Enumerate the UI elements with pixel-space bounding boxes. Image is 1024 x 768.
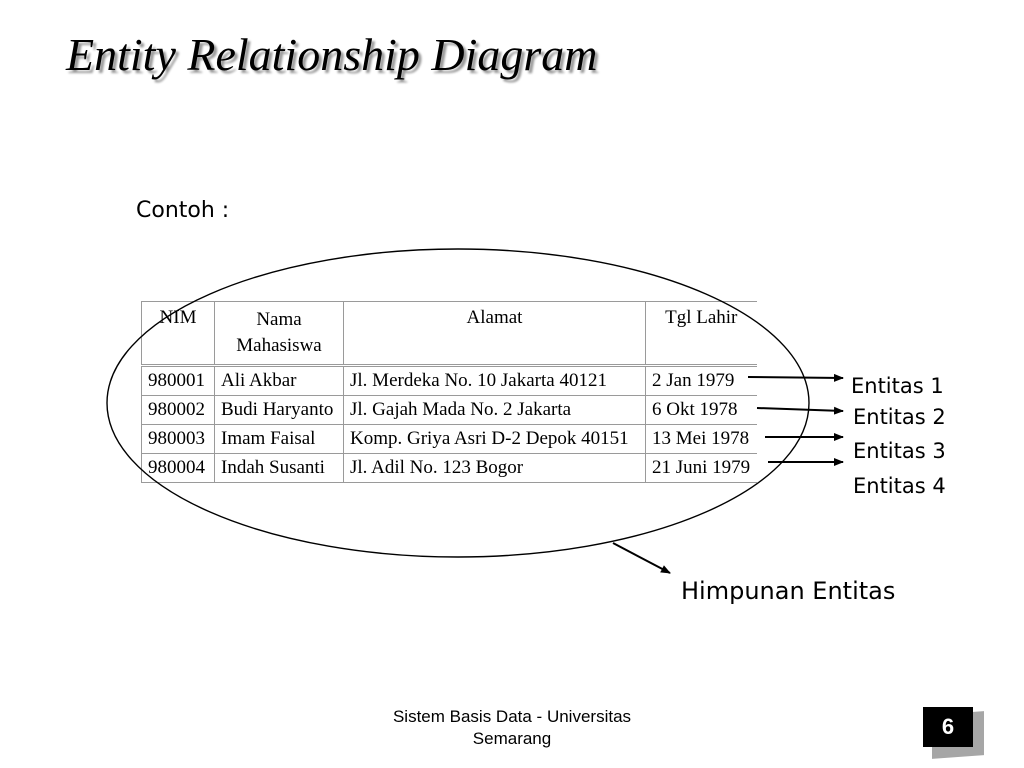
header-alamat: Alamat <box>344 302 646 366</box>
cell-alamat: Jl. Merdeka No. 10 Jakarta 40121 <box>344 366 646 396</box>
example-label: Contoh : <box>136 198 230 223</box>
cell-nama: Ali Akbar <box>215 366 344 396</box>
entity-label-1: Entitas 1 <box>851 374 944 398</box>
cell-nama: Budi Haryanto <box>215 396 344 425</box>
footer-text <box>362 706 662 750</box>
cell-nim: 980003 <box>142 425 215 454</box>
cell-nama: Indah Susanti <box>215 454 344 483</box>
cell-tgl-lahir: 6 Okt 1978 <box>646 396 757 425</box>
entity-label-3: Entitas 3 <box>853 439 946 463</box>
entity-label-2: Entitas 2 <box>853 405 946 429</box>
cell-alamat: Komp. Griya Asri D-2 Depok 40151 <box>344 425 646 454</box>
entity-label-4: Entitas 4 <box>853 474 946 498</box>
cell-alamat: Jl. Gajah Mada No. 2 Jakarta <box>344 396 646 425</box>
entity-set-label: Himpunan Entitas <box>681 577 896 605</box>
cell-nama: Imam Faisal <box>215 425 344 454</box>
header-nim: NIM <box>142 302 215 366</box>
entity-set-ellipse <box>107 249 809 557</box>
page-number: 6 <box>923 707 973 747</box>
cell-nim: 980002 <box>142 396 215 425</box>
entity-arrow-1 <box>748 377 843 378</box>
cell-nim: 980004 <box>142 454 215 483</box>
cell-tgl-lahir: 13 Mei 1978 <box>646 425 757 454</box>
header-tgl-lahir: Tgl Lahir <box>646 302 757 366</box>
footer-line-1: Sistem Basis Data - Universitas <box>392 707 632 726</box>
cell-nim: 980001 <box>142 366 215 396</box>
slide-title: Entity Relationship Diagram <box>66 29 598 80</box>
header-nama-text: Nama Mahasiswa <box>236 309 322 356</box>
cell-alamat: Jl. Adil No. 123 Bogor <box>344 454 646 483</box>
entity-arrow-2 <box>757 408 843 411</box>
cell-tgl-lahir: 21 Juni 1979 <box>646 454 757 483</box>
footer-line-2: Semarang <box>472 729 552 748</box>
cell-tgl-lahir: 2 Jan 1979 <box>646 366 757 396</box>
entity-set-arrow <box>613 543 670 573</box>
